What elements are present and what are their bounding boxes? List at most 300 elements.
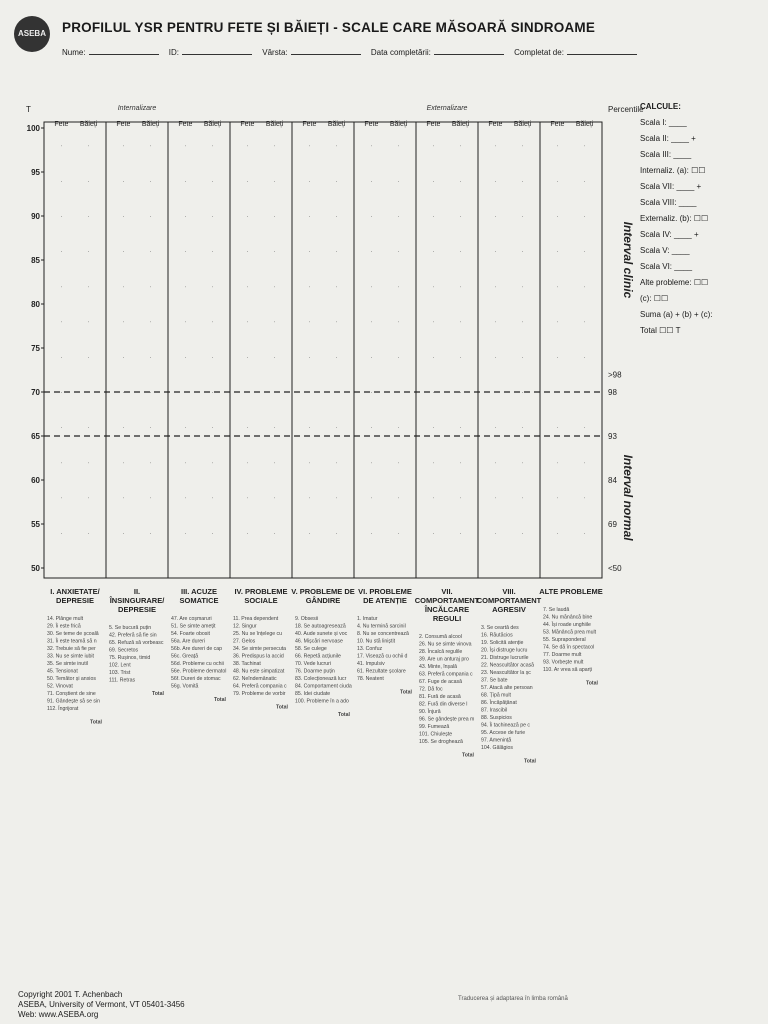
scale-header: I. ANXIETATE/ xyxy=(50,587,100,596)
raw-score-mark: · xyxy=(87,354,90,361)
scale-item: 95. Accese de furie xyxy=(481,730,526,736)
raw-score-mark: · xyxy=(432,249,435,256)
scale-total-label: Total xyxy=(337,712,350,718)
scale-item: 1. Imatur xyxy=(357,616,378,622)
raw-score-mark: · xyxy=(184,143,187,150)
raw-score-mark: · xyxy=(60,178,63,185)
raw-score-mark: · xyxy=(273,214,276,220)
raw-score-mark: · xyxy=(246,319,249,326)
age-label: Vârsta: xyxy=(262,48,288,57)
page-title: PROFILUL YSR PENTRU FETE ȘI BĂIEȚI - SCALE CARE MĂSOARĂ SINDROAME xyxy=(62,20,596,35)
raw-score-mark: · xyxy=(459,178,462,185)
raw-score-mark: · xyxy=(397,319,400,326)
raw-score-mark: · xyxy=(149,214,152,220)
raw-score-mark: · xyxy=(273,530,276,537)
legal-note: Traducerea și adaptarea în limba română xyxy=(458,996,568,1002)
raw-score-mark: · xyxy=(246,390,249,396)
t-tick: 100 xyxy=(26,124,40,133)
raw-score-mark: · xyxy=(273,354,276,361)
scale-item: 58. Se culege xyxy=(295,646,327,652)
scale-item: 69. Secretos xyxy=(109,647,139,654)
raw-score-mark: · xyxy=(211,178,214,185)
raw-score-mark: · xyxy=(335,214,338,220)
raw-score-mark: · xyxy=(122,178,125,185)
raw-score-mark: · xyxy=(122,354,125,361)
scale-item: 100. Probleme în a ado xyxy=(295,698,349,705)
scale-item: 30. Se teme de școală xyxy=(47,631,99,637)
raw-score-mark: · xyxy=(211,495,214,502)
raw-score-mark: · xyxy=(459,495,462,502)
raw-score-mark: · xyxy=(308,460,311,467)
scale-total-label: Total xyxy=(151,691,164,697)
scale-item: 85. Idei ciudate xyxy=(295,691,331,697)
raw-score-mark: · xyxy=(308,319,311,326)
raw-score-mark: · xyxy=(149,425,152,432)
raw-score-mark: · xyxy=(273,460,276,467)
raw-score-mark: · xyxy=(60,249,63,256)
calc-title: CALCULE: xyxy=(640,102,681,111)
raw-score-mark: · xyxy=(556,530,559,537)
raw-score-mark: · xyxy=(149,143,152,150)
raw-score-mark: · xyxy=(583,354,586,361)
raw-score-mark: · xyxy=(583,530,586,537)
scale-item: 97. Amenință xyxy=(481,737,512,744)
normal-band-label: Interval normal xyxy=(621,454,635,541)
scale-item: 74. Se dă în spectacol xyxy=(543,644,595,651)
copyright: Copyright 2001 T. Achenbach ASEBA, University of Vermont, VT 05401-3456 Web: www.ASEBA.org xyxy=(18,990,185,1019)
raw-score-mark: · xyxy=(521,249,524,256)
scale-item: 47. Are coșmaruri xyxy=(171,616,212,622)
raw-score-mark: · xyxy=(308,354,311,361)
scale-header: IV. PROBLEME xyxy=(234,587,288,596)
scale-item: 43. Minte, înșală xyxy=(419,664,458,670)
raw-score-mark: · xyxy=(494,495,497,502)
raw-score-mark: · xyxy=(335,249,338,256)
raw-score-mark: · xyxy=(149,178,152,185)
scale-item: 39. Are un anturaj pro xyxy=(419,656,469,663)
raw-score-mark: · xyxy=(370,143,373,150)
raw-score-mark: · xyxy=(335,530,338,537)
raw-score-mark: · xyxy=(432,319,435,326)
raw-score-mark: · xyxy=(556,495,559,502)
raw-score-mark: · xyxy=(583,214,586,220)
footer xyxy=(18,990,748,1020)
scale-item: 91. Gândește să se sin xyxy=(47,698,101,705)
calc-externalizare[interactable]: Externaliz. (b): ☐☐ xyxy=(640,214,709,223)
raw-score-mark: · xyxy=(87,460,90,467)
raw-score-mark: · xyxy=(335,460,338,467)
t-tick: 70 xyxy=(31,388,40,397)
raw-score-mark: · xyxy=(370,425,373,432)
age-field[interactable] xyxy=(291,54,361,55)
raw-score-mark: · xyxy=(308,425,311,432)
scale-item: 96. Se gândește prea m xyxy=(419,716,475,723)
raw-score-mark: · xyxy=(583,390,586,396)
scale-item: 12. Singur xyxy=(233,623,257,630)
raw-score-mark: · xyxy=(556,143,559,150)
scale-item: 24. Nu mănâncă bine xyxy=(543,614,593,621)
sex-label-baieti: Băieți xyxy=(389,121,408,128)
sex-label-fete: Fete xyxy=(426,121,441,128)
raw-score-mark: · xyxy=(521,319,524,326)
raw-score-mark: · xyxy=(370,249,373,256)
raw-score-mark: · xyxy=(556,425,559,432)
scale-item: 62. Neîndemânatic xyxy=(233,676,277,682)
scale-item: 25. Nu se înțelege cu xyxy=(233,631,283,637)
raw-score-mark: · xyxy=(246,495,249,502)
scale-item: 112. Îngrijorat xyxy=(47,706,79,712)
raw-score-mark: · xyxy=(308,178,311,185)
t-label: T xyxy=(26,105,31,114)
name-field[interactable] xyxy=(89,54,159,55)
sex-label-fete: Fete xyxy=(364,121,379,128)
calc-scale-iv[interactable]: Scala IV: ____ + xyxy=(640,230,699,239)
raw-score-mark: · xyxy=(122,495,125,502)
t-tick: 85 xyxy=(31,256,40,265)
raw-score-mark: · xyxy=(494,249,497,256)
raw-score-mark: · xyxy=(370,178,373,185)
scale-item: 21. Distruge lucrurile xyxy=(481,655,529,661)
raw-score-mark: · xyxy=(149,319,152,326)
scale-item: 34. Se simte persecuta xyxy=(233,646,287,652)
raw-score-mark: · xyxy=(432,460,435,467)
completed-by-label: Completat de: xyxy=(514,48,564,57)
sex-label-baieti: Băieți xyxy=(203,121,222,128)
raw-score-mark: · xyxy=(149,495,152,502)
raw-score-mark: · xyxy=(87,319,90,326)
scale-item: 88. Suspicios xyxy=(481,715,512,721)
scale-item: 50. Temător și anxios xyxy=(47,676,96,682)
calc-scale-vii[interactable]: Scala VII: ____ + xyxy=(640,182,702,191)
scale-total-label: Total xyxy=(89,719,102,726)
calc-scale-v[interactable]: Scala V: ____ xyxy=(640,246,690,255)
percentile-tick: 98 xyxy=(608,388,617,397)
raw-score-mark: · xyxy=(459,249,462,256)
scale-item: 14. Plânge mult xyxy=(47,616,84,622)
raw-score-mark: · xyxy=(556,249,559,256)
raw-score-mark: · xyxy=(494,530,497,537)
scale-item: 70. Vede lucruri xyxy=(295,661,332,667)
raw-score-mark: · xyxy=(459,354,462,361)
scale-header: GÂNDIRE xyxy=(305,596,341,605)
clinical-band-label: Interval clinic xyxy=(621,221,635,299)
raw-score-mark: · xyxy=(335,319,338,326)
raw-score-mark: · xyxy=(459,425,462,432)
percentile-tick: 84 xyxy=(608,476,617,485)
scale-item: 13. Confuz xyxy=(357,646,383,652)
raw-score-mark: · xyxy=(556,390,559,396)
raw-score-mark: · xyxy=(149,249,152,256)
raw-score-mark: · xyxy=(60,495,63,502)
raw-score-mark: · xyxy=(494,143,497,150)
raw-score-mark: · xyxy=(308,390,311,396)
raw-score-mark: · xyxy=(60,425,63,432)
raw-score-mark: · xyxy=(556,178,559,185)
raw-score-mark: · xyxy=(273,178,276,185)
raw-score-mark: · xyxy=(184,284,187,291)
scale-item: 66. Repetă acțiunile xyxy=(295,653,341,660)
scale-item: 38. Tachinat xyxy=(233,661,261,667)
raw-score-mark: · xyxy=(521,390,524,396)
raw-score-mark: · xyxy=(459,214,462,220)
raw-score-mark: · xyxy=(432,390,435,396)
raw-score-mark: · xyxy=(211,390,214,396)
scale-item: 54. Foarte obosit xyxy=(171,631,210,637)
raw-score-mark: · xyxy=(583,425,586,432)
calculations-panel xyxy=(640,102,764,342)
raw-score-mark: · xyxy=(432,495,435,502)
raw-score-mark: · xyxy=(459,460,462,467)
scale-item: 79. Probleme de vorbir xyxy=(233,691,286,697)
scale-item: 19. Solicită atenție xyxy=(481,640,524,646)
raw-score-mark: · xyxy=(87,495,90,502)
scale-item: 45. Tensionat xyxy=(47,668,78,675)
scale-header: REGULI xyxy=(432,614,462,623)
scale-item: 5. Se bucură puțin xyxy=(109,625,152,631)
scale-item: 56d. Probleme cu ochii xyxy=(171,661,224,667)
header xyxy=(14,8,754,86)
scale-header: DEPRESIE xyxy=(56,596,94,605)
sex-label-baieti: Băieți xyxy=(79,121,98,128)
raw-score-mark: · xyxy=(211,284,214,291)
scale-item: 64. Preferă compania c xyxy=(233,683,287,690)
calc-internalizare[interactable]: Internaliz. (a): ☐☐ xyxy=(640,166,706,175)
date-label: Data completării: xyxy=(370,48,431,57)
scale-item: 46. Mișcări nervoase xyxy=(295,638,343,645)
raw-score-mark: · xyxy=(60,319,63,326)
raw-score-mark: · xyxy=(60,460,63,467)
scale-item: 94. Îi tachinează pe c xyxy=(481,722,531,729)
calc-scale-ii[interactable]: Scala II: ____ + xyxy=(640,134,696,143)
calc-scale-iii[interactable]: Scala III: ____ xyxy=(640,150,692,159)
scale-item: 31. Îi este teamă să n xyxy=(47,638,97,645)
scale-header: VII. xyxy=(441,587,453,596)
raw-score-mark: · xyxy=(432,354,435,361)
calc-scale-viii[interactable]: Scala VIII: ____ xyxy=(640,198,697,207)
raw-score-mark: · xyxy=(397,425,400,432)
raw-score-mark: · xyxy=(308,214,311,220)
raw-score-mark: · xyxy=(459,143,462,150)
raw-score-mark: · xyxy=(60,143,63,150)
scale-header: ÎNSINGURARE/ xyxy=(109,596,165,605)
raw-score-mark: · xyxy=(122,425,125,432)
scale-item: 56b. Are dureri de cap xyxy=(171,646,223,652)
raw-score-mark: · xyxy=(583,249,586,256)
scale-total-label: Total xyxy=(213,697,226,703)
raw-score-mark: · xyxy=(246,284,249,291)
scale-item: 78. Neatent xyxy=(357,676,384,682)
raw-score-mark: · xyxy=(122,530,125,537)
scale-header: ALTE PROBLEME xyxy=(539,587,603,596)
sex-label-fete: Fete xyxy=(488,121,503,128)
raw-score-mark: · xyxy=(556,319,559,326)
scale-item: 48. Nu este simpatizat xyxy=(233,668,285,675)
raw-score-mark: · xyxy=(60,214,63,220)
raw-score-mark: · xyxy=(211,530,214,537)
raw-score-mark: · xyxy=(184,214,187,220)
scale-header: II. xyxy=(133,587,141,596)
raw-score-mark: · xyxy=(583,143,586,150)
raw-score-mark: · xyxy=(494,284,497,291)
raw-score-mark: · xyxy=(273,249,276,256)
scale-item: 56a. Are dureri xyxy=(171,638,206,645)
raw-score-mark: · xyxy=(494,390,497,396)
identity-fields xyxy=(62,48,645,57)
raw-score-mark: · xyxy=(184,390,187,396)
raw-score-mark: · xyxy=(335,425,338,432)
scale-item: 71. Conștient de sine xyxy=(47,691,96,697)
raw-score-mark: · xyxy=(521,425,524,432)
raw-score-mark: · xyxy=(246,143,249,150)
raw-score-mark: · xyxy=(432,284,435,291)
scale-header: VI. PROBLEME xyxy=(358,587,412,596)
scale-item: 23. Neascultător la șc xyxy=(481,670,531,676)
calc-scale-i[interactable]: Scala I: ____ xyxy=(640,118,687,127)
scale-total-label: Total xyxy=(461,752,474,759)
scale-item: 77. Doarme mult xyxy=(543,652,582,658)
raw-score-mark: · xyxy=(397,143,400,150)
profile-chart xyxy=(4,88,644,988)
calc-other[interactable]: Alte probleme: ☐☐ xyxy=(640,278,709,287)
sex-label-fete: Fete xyxy=(178,121,193,128)
scale-header: ÎNCĂLCARE xyxy=(424,605,470,614)
raw-score-mark: · xyxy=(459,530,462,537)
scale-item: 105. Se droghează xyxy=(419,739,463,745)
raw-score-mark: · xyxy=(122,143,125,150)
group-externalizare: Externalizare xyxy=(426,105,468,112)
raw-score-mark: · xyxy=(184,319,187,326)
raw-score-mark: · xyxy=(370,530,373,537)
raw-score-mark: · xyxy=(397,460,400,467)
sex-label-baieti: Băieți xyxy=(575,121,594,128)
raw-score-mark: · xyxy=(149,460,152,467)
scale-item: 7. Se laudă xyxy=(543,607,570,613)
scale-header: DEPRESIE xyxy=(118,605,156,614)
raw-score-mark: · xyxy=(556,460,559,467)
scale-item: 52. Vinovat xyxy=(47,683,73,690)
calc-sum[interactable]: Suma (a) + (b) + (c): xyxy=(640,310,713,319)
chart-frame xyxy=(44,122,602,578)
percentile-tick: <50 xyxy=(608,564,622,573)
raw-score-mark: · xyxy=(211,249,214,256)
raw-score-mark: · xyxy=(494,354,497,361)
raw-score-mark: · xyxy=(60,284,63,291)
raw-score-mark: · xyxy=(494,460,497,467)
raw-score-mark: · xyxy=(149,390,152,396)
raw-score-mark: · xyxy=(308,143,311,150)
raw-score-mark: · xyxy=(184,425,187,432)
raw-score-mark: · xyxy=(308,249,311,256)
scale-item: 102. Lent xyxy=(109,662,131,669)
percentile-tick: >98 xyxy=(608,370,622,380)
scale-item: 9. Obsesii xyxy=(295,616,319,622)
t-tick: 65 xyxy=(31,432,40,441)
raw-score-mark: · xyxy=(556,354,559,361)
raw-score-mark: · xyxy=(556,284,559,291)
t-tick: 50 xyxy=(31,564,40,573)
raw-score-mark: · xyxy=(459,390,462,396)
raw-score-mark: · xyxy=(370,495,373,502)
scale-item: 32. Trebuie să fie per xyxy=(47,646,96,652)
scale-item: 81. Fură de acasă xyxy=(419,694,461,700)
raw-score-mark: · xyxy=(583,178,586,185)
raw-score-mark: · xyxy=(246,354,249,361)
scale-item: 27. Gelos xyxy=(233,638,256,645)
raw-score-mark: · xyxy=(370,319,373,326)
calc-scale-vi[interactable]: Scala VI: ____ xyxy=(640,262,693,271)
scale-header: DE ATENȚIE xyxy=(363,596,407,605)
scale-item: 67. Fuge de acasă xyxy=(419,679,462,685)
raw-score-mark: · xyxy=(308,284,311,291)
t-tick: 80 xyxy=(31,300,40,309)
scale-item: 33. Nu se simte iubit xyxy=(47,653,94,660)
raw-score-mark: · xyxy=(521,284,524,291)
id-field[interactable] xyxy=(182,54,252,55)
raw-score-mark: · xyxy=(87,425,90,432)
raw-score-mark: · xyxy=(149,530,152,537)
scale-item: 26. Nu se simte vinova xyxy=(419,641,472,648)
raw-score-mark: · xyxy=(273,390,276,396)
raw-score-mark: · xyxy=(432,178,435,185)
raw-score-mark: · xyxy=(246,425,249,432)
scale-item: 53. Mănâncă prea mult xyxy=(543,629,597,636)
calc-other-c[interactable]: (c): ☐☐ xyxy=(640,294,669,303)
scale-item: 36. Predispus la accid xyxy=(233,653,284,660)
raw-score-mark: · xyxy=(184,495,187,502)
raw-score-mark: · xyxy=(432,143,435,150)
scale-item: 104. Gălăgios xyxy=(481,745,514,751)
sex-label-baieti: Băieți xyxy=(327,121,346,128)
scale-header: VIII. xyxy=(502,587,516,596)
t-tick: 55 xyxy=(31,520,40,529)
raw-score-mark: · xyxy=(87,249,90,256)
raw-score-mark: · xyxy=(122,214,125,220)
scale-item: 103. Trist xyxy=(109,670,131,676)
scale-item: 56f. Dureri de stomac xyxy=(171,676,221,682)
raw-score-mark: · xyxy=(397,214,400,220)
scale-item: 61. Rezultate școlare xyxy=(357,668,406,675)
scale-item: 101. Chiulește xyxy=(419,731,453,738)
raw-score-mark: · xyxy=(335,495,338,502)
raw-score-mark: · xyxy=(246,249,249,256)
scale-item: 41. Impulsiv xyxy=(357,661,385,667)
date-field[interactable] xyxy=(434,54,504,55)
raw-score-mark: · xyxy=(370,214,373,220)
raw-score-mark: · xyxy=(583,284,586,291)
completed-by-field[interactable] xyxy=(567,54,637,55)
scale-item: 16. Răutăcios xyxy=(481,632,513,639)
percentile-label: Percentile xyxy=(608,105,644,114)
raw-score-mark: · xyxy=(335,390,338,396)
raw-score-mark: · xyxy=(521,530,524,537)
scale-item: 84. Comportament ciuda xyxy=(295,683,352,690)
raw-score-mark: · xyxy=(397,249,400,256)
raw-score-mark: · xyxy=(273,425,276,432)
scale-item: 110. Ar vrea să aparți xyxy=(543,667,592,673)
raw-score-mark: · xyxy=(122,460,125,467)
raw-score-mark: · xyxy=(397,390,400,396)
raw-score-mark: · xyxy=(149,284,152,291)
scale-item: 57. Atacă alte persoan xyxy=(481,685,533,691)
percentile-tick: 69 xyxy=(608,520,617,529)
sex-label-fete: Fete xyxy=(302,121,317,128)
raw-score-mark: · xyxy=(494,319,497,326)
raw-score-mark: · xyxy=(521,495,524,502)
raw-score-mark: · xyxy=(87,214,90,220)
calc-total[interactable]: Total ☐☐ T xyxy=(640,326,681,335)
raw-score-mark: · xyxy=(397,178,400,185)
raw-score-mark: · xyxy=(211,354,214,361)
